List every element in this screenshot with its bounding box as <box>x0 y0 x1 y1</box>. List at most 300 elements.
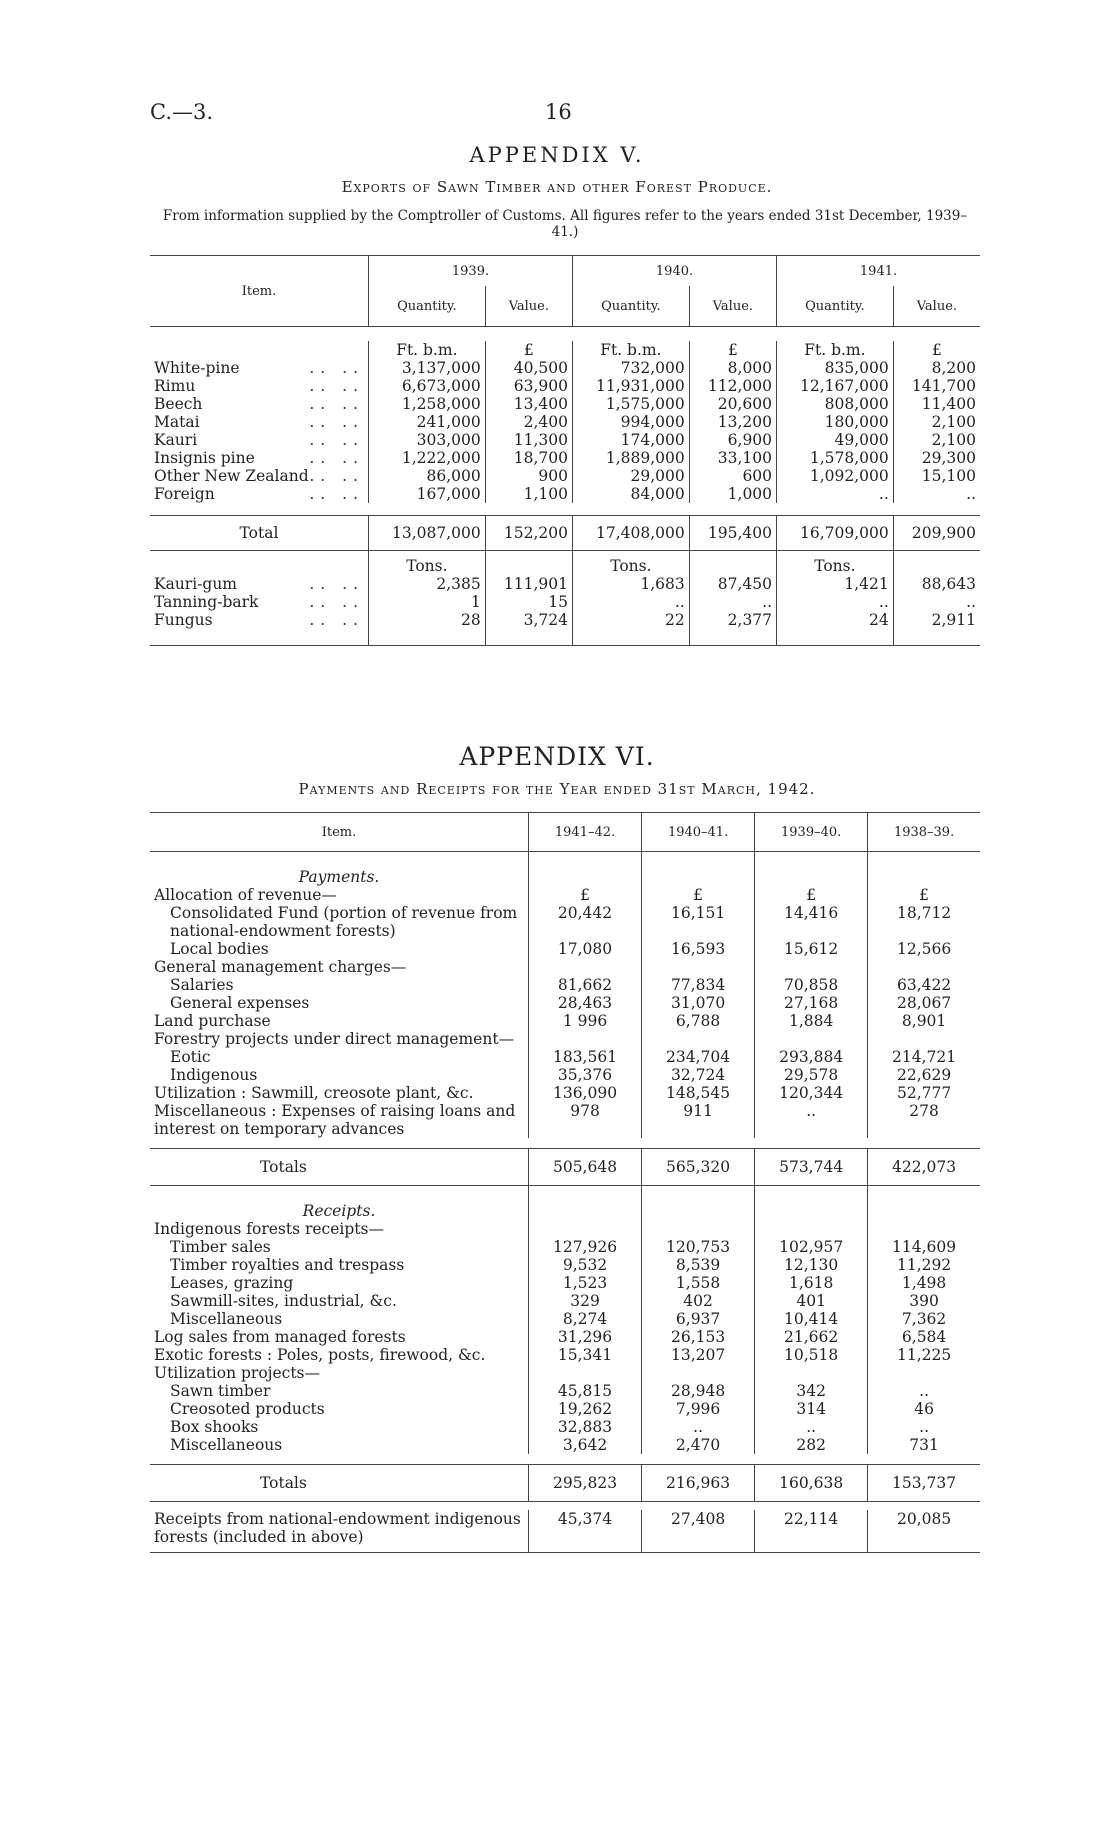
cell-value <box>755 1364 868 1382</box>
cell-value: 21,662 <box>755 1328 868 1346</box>
row-label <box>150 1346 529 1364</box>
cell-value: 20,600 <box>689 395 776 413</box>
table-row <box>150 1310 980 1328</box>
cell-value: 13,400 <box>485 395 572 413</box>
row-label <box>150 1102 529 1138</box>
cell-value: 84,000 <box>573 485 690 503</box>
col-item: Item. <box>321 824 357 840</box>
cell-value: 8,901 <box>868 1012 980 1030</box>
cell-value: 22 <box>573 611 690 646</box>
col-val: Value. <box>893 286 980 327</box>
cell-value: 20,442 <box>529 904 642 940</box>
cell-value: 19,262 <box>529 1400 642 1418</box>
cell-value: 18,712 <box>868 904 980 940</box>
table-row <box>150 395 980 413</box>
cell-value: 600 <box>689 467 776 485</box>
cell-value: 6,788 <box>642 1012 755 1030</box>
cell-value: 11,300 <box>485 431 572 449</box>
unit-label: Ft. b.m. <box>369 341 486 359</box>
payments-totals <box>150 1149 980 1186</box>
row-label <box>150 958 529 976</box>
row-label <box>150 1066 529 1084</box>
col-val: Value. <box>485 286 572 327</box>
cell-value: 732,000 <box>573 359 690 377</box>
receipts-heading-cell: Receipts. <box>302 1202 376 1220</box>
row-label-text: Miscellaneous <box>170 1310 283 1328</box>
cell-value: 3,642 <box>529 1436 642 1454</box>
row-label-text: Utilization : Sawmill, creosote plant, &c. <box>154 1084 474 1102</box>
cell-value: 2,385 <box>369 575 486 593</box>
cell-value: 9,532 <box>529 1256 642 1274</box>
year-col: 1938–39. <box>868 813 980 852</box>
col-item: Item. <box>241 283 277 299</box>
currency-symbol: £ <box>868 886 980 904</box>
row-label <box>150 1084 529 1102</box>
row-label-text: Miscellaneous : Expenses of raising loans and interest on temporary advances <box>154 1102 516 1138</box>
table-row <box>150 1418 980 1436</box>
cell-value: 808,000 <box>777 395 894 413</box>
cell-value: 13,200 <box>689 413 776 431</box>
col-val: Value. <box>689 286 776 327</box>
cell-value: 994,000 <box>573 413 690 431</box>
totals-value: 160,638 <box>755 1465 868 1502</box>
table-row <box>150 575 980 593</box>
row-label <box>150 1238 529 1256</box>
row-label <box>150 1256 529 1274</box>
table-row <box>150 940 980 958</box>
row-item-label: Fungus <box>154 611 213 629</box>
cell-value: 1,421 <box>777 575 894 593</box>
cell-value: 911 <box>642 1102 755 1138</box>
cell-value: 102,957 <box>755 1238 868 1256</box>
cell-value: 1,884 <box>755 1012 868 1030</box>
cell-value <box>529 958 642 976</box>
cell-value: 314 <box>755 1400 868 1418</box>
totals-value: 573,744 <box>755 1149 868 1186</box>
table-row <box>150 1220 980 1238</box>
cell-value: 40,500 <box>485 359 572 377</box>
cell-value: 18,700 <box>485 449 572 467</box>
cell-value: 3,724 <box>485 611 572 646</box>
total-value: 195,400 <box>689 516 776 551</box>
cell-value: 13,207 <box>642 1346 755 1364</box>
cell-value <box>868 1220 980 1238</box>
cell-value: 35,376 <box>529 1066 642 1084</box>
cell-value: 8,539 <box>642 1256 755 1274</box>
total-value: 152,200 <box>485 516 572 551</box>
row-label-text: Indigenous <box>170 1066 258 1084</box>
cell-value <box>642 1364 755 1382</box>
cell-value <box>755 1030 868 1048</box>
cell-value: 1,000 <box>689 485 776 503</box>
total-label <box>150 516 369 551</box>
row-item-label: Tanning-bark <box>154 593 259 611</box>
row-label <box>150 904 529 940</box>
row-item <box>150 449 369 467</box>
cell-value: 1,222,000 <box>369 449 486 467</box>
cell-value: .. <box>893 485 980 503</box>
table-row <box>150 1102 980 1138</box>
table-row <box>150 485 980 503</box>
row-label <box>150 1012 529 1030</box>
cell-value: .. <box>573 593 690 611</box>
cell-value: 7,362 <box>868 1310 980 1328</box>
year-1941: 1941. <box>777 256 980 287</box>
unit-item-cell <box>150 341 369 359</box>
totals-value: 505,648 <box>529 1149 642 1186</box>
payments-heading <box>150 852 980 887</box>
row-item <box>150 377 369 395</box>
cell-value: 978 <box>529 1102 642 1138</box>
table-row <box>150 958 980 976</box>
cell-value: 6,584 <box>868 1328 980 1346</box>
cell-value: 2,100 <box>893 413 980 431</box>
cell-value: 15 <box>485 593 572 611</box>
cell-value <box>868 958 980 976</box>
table-row <box>150 1048 980 1066</box>
cell-value: 303,000 <box>369 431 486 449</box>
col-qty: Quantity. <box>369 286 486 327</box>
cell-value: 63,422 <box>868 976 980 994</box>
cell-value: 1,258,000 <box>369 395 486 413</box>
table-row <box>150 1274 980 1292</box>
cell-value: 87,450 <box>689 575 776 593</box>
cell-value: 1,092,000 <box>777 467 894 485</box>
cell-value: 7,996 <box>642 1400 755 1418</box>
cell-value: 241,000 <box>369 413 486 431</box>
row-item-label: Beech <box>154 395 203 413</box>
leader-dots: .. .. <box>309 575 364 593</box>
cell-value: 11,292 <box>868 1256 980 1274</box>
table-row <box>150 1030 980 1048</box>
spacer-row <box>150 1502 980 1511</box>
cell-value: 11,400 <box>893 395 980 413</box>
year-1940: 1940. <box>573 256 777 287</box>
leader-dots: .. .. <box>309 377 364 395</box>
cell-value: 11,225 <box>868 1346 980 1364</box>
cell-value: 180,000 <box>777 413 894 431</box>
row-label-text: Creosoted products <box>170 1400 325 1418</box>
spacer-row <box>150 1138 980 1149</box>
row-label <box>150 1030 529 1048</box>
cell-value <box>755 958 868 976</box>
currency-row <box>150 886 980 904</box>
cell-value: 15,100 <box>893 467 980 485</box>
row-label-text: Salaries <box>170 976 234 994</box>
cell-value: 16,151 <box>642 904 755 940</box>
cell-value <box>529 1220 642 1238</box>
cell-value: 27,168 <box>755 994 868 1012</box>
cell-value: 1,618 <box>755 1274 868 1292</box>
appendix-6-subtitle: Payments and Receipts for the Year ended 31st March, 1942. <box>298 780 816 798</box>
table-row <box>150 1012 980 1030</box>
cell-value: 14,416 <box>755 904 868 940</box>
cell-value: 70,858 <box>755 976 868 994</box>
table-row <box>150 611 980 646</box>
row-label <box>150 1382 529 1400</box>
cell-value: 114,609 <box>868 1238 980 1256</box>
unit-item-cell <box>150 551 369 576</box>
table-row <box>150 994 980 1012</box>
empty-cell <box>485 551 572 576</box>
cell-value <box>529 1030 642 1048</box>
unit-label: Tons. <box>777 551 894 576</box>
spacer-cell <box>150 503 980 516</box>
unit-label: £ <box>485 341 572 359</box>
col-qty: Quantity. <box>573 286 690 327</box>
payments-heading-cell: Payments. <box>298 868 380 886</box>
row-item <box>150 611 369 646</box>
cell-value: 27,408 <box>642 1510 755 1553</box>
table-row <box>150 1328 980 1346</box>
row-item-label: Foreign <box>154 485 215 503</box>
cell-value: 141,700 <box>893 377 980 395</box>
cell-value: .. <box>868 1418 980 1436</box>
leader-dots: .. .. <box>309 395 364 413</box>
appendix-5-note: From information supplied by the Comptroller of Customs. All figures refer to the years ended 31st December, 1939–41.) <box>162 208 968 240</box>
total-value: 209,900 <box>893 516 980 551</box>
cell-value: 214,721 <box>868 1048 980 1066</box>
cell-value: 52,777 <box>868 1084 980 1102</box>
spacer-row <box>150 503 980 516</box>
receipts-totals-label <box>150 1465 529 1502</box>
payments-totals-label <box>150 1149 529 1186</box>
cell-value: 63,900 <box>485 377 572 395</box>
row-label-text: Miscellaneous <box>170 1436 283 1454</box>
cell-value: 1,575,000 <box>573 395 690 413</box>
table-row <box>150 359 980 377</box>
row-label-text: Timber sales <box>170 1238 271 1256</box>
cell-value: 278 <box>868 1102 980 1138</box>
table-row <box>150 1238 980 1256</box>
cell-value: 835,000 <box>777 359 894 377</box>
cell-value: .. <box>868 1382 980 1400</box>
cell-value: 1,498 <box>868 1274 980 1292</box>
cell-value: .. <box>777 485 894 503</box>
cell-value: 16,593 <box>642 940 755 958</box>
empty-cell <box>755 852 868 887</box>
spacer-row <box>150 327 980 342</box>
cell-value: 731 <box>868 1436 980 1454</box>
cell-value: 26,153 <box>642 1328 755 1346</box>
row-label-text: Timber royalties and trespass <box>170 1256 405 1274</box>
unit-label: Tons. <box>369 551 486 576</box>
cell-value: 1 <box>369 593 486 611</box>
totals-value: 565,320 <box>642 1149 755 1186</box>
row-item <box>150 431 369 449</box>
row-label-text: Forestry projects under direct management— <box>154 1030 515 1048</box>
table-row <box>150 1084 980 1102</box>
empty-cell <box>529 1186 642 1221</box>
row-item-label: Matai <box>154 413 200 431</box>
row-label <box>150 1048 529 1066</box>
exports-table <box>150 255 980 646</box>
totals-value: 295,823 <box>529 1465 642 1502</box>
table-row <box>150 449 980 467</box>
row-label <box>150 1364 529 1382</box>
cell-value: 1,578,000 <box>777 449 894 467</box>
table-row <box>150 593 980 611</box>
leader-dots: .. .. <box>309 485 364 503</box>
row-label-text: Sawmill-sites, industrial, &c. <box>170 1292 397 1310</box>
empty-cell <box>689 551 776 576</box>
row-label <box>150 976 529 994</box>
year-col: 1939–40. <box>755 813 868 852</box>
row-label <box>150 1400 529 1418</box>
row-label-text: Log sales from managed forests <box>154 1328 406 1346</box>
row-item-label: Kauri-gum <box>154 575 238 593</box>
leader-dots: .. .. <box>309 593 364 611</box>
cell-value: 12,130 <box>755 1256 868 1274</box>
year-col: 1940–41. <box>642 813 755 852</box>
cell-value: 12,566 <box>868 940 980 958</box>
cell-value: 86,000 <box>369 467 486 485</box>
empty-cell <box>893 551 980 576</box>
receipts-totals <box>150 1465 980 1502</box>
page-reference: C.—3. <box>150 100 214 124</box>
cell-value: .. <box>893 593 980 611</box>
table-row <box>150 1292 980 1310</box>
currency-symbol: £ <box>529 886 642 904</box>
spacer-row <box>150 1454 980 1465</box>
cell-value: 2,911 <box>893 611 980 646</box>
cell-value: 10,518 <box>755 1346 868 1364</box>
cell-value: 6,937 <box>642 1310 755 1328</box>
table-row <box>150 1346 980 1364</box>
cell-value: 32,724 <box>642 1066 755 1084</box>
cell-value: 1,558 <box>642 1274 755 1292</box>
cell-value: 46 <box>868 1400 980 1418</box>
table-row <box>150 377 980 395</box>
cell-value: 81,662 <box>529 976 642 994</box>
cell-value: 8,000 <box>689 359 776 377</box>
table-row <box>150 413 980 431</box>
cell-value: 174,000 <box>573 431 690 449</box>
cell-value: 3,137,000 <box>369 359 486 377</box>
cell-value: 29,578 <box>755 1066 868 1084</box>
cell-value: 293,884 <box>755 1048 868 1066</box>
col-qty: Quantity. <box>777 286 894 327</box>
totals-value: 422,073 <box>868 1149 980 1186</box>
cell-value: 167,000 <box>369 485 486 503</box>
leader-dots: .. .. <box>309 413 364 431</box>
empty-cell <box>529 852 642 887</box>
spacer-cell <box>150 1138 980 1149</box>
cell-value <box>642 1030 755 1048</box>
cell-value: 8,200 <box>893 359 980 377</box>
table-row <box>150 1256 980 1274</box>
cell-value: 120,344 <box>755 1084 868 1102</box>
cell-value: 1,889,000 <box>573 449 690 467</box>
unit-label: Ft. b.m. <box>777 341 894 359</box>
cell-value: 11,931,000 <box>573 377 690 395</box>
row-item <box>150 413 369 431</box>
cell-value: 29,000 <box>573 467 690 485</box>
unit-row <box>150 341 980 359</box>
cell-value: 17,080 <box>529 940 642 958</box>
year-1939: 1939. <box>369 256 573 287</box>
row-label-text: Leases, grazing <box>170 1274 294 1292</box>
cell-value: 28,067 <box>868 994 980 1012</box>
cell-value <box>755 1220 868 1238</box>
cell-value: 2,377 <box>689 611 776 646</box>
cell-value: 8,274 <box>529 1310 642 1328</box>
cell-value: 2,400 <box>485 413 572 431</box>
cell-value: 31,296 <box>529 1328 642 1346</box>
cell-value: 24 <box>777 611 894 646</box>
row-label <box>150 994 529 1012</box>
cell-value: 15,612 <box>755 940 868 958</box>
cell-value: 45,815 <box>529 1382 642 1400</box>
unit-label: £ <box>893 341 980 359</box>
row-item-label: White-pine <box>154 359 240 377</box>
table-row <box>150 1066 980 1084</box>
cell-value: 2,470 <box>642 1436 755 1454</box>
cell-value: 31,070 <box>642 994 755 1012</box>
table-row <box>150 431 980 449</box>
cell-value: 136,090 <box>529 1084 642 1102</box>
cell-value: 120,753 <box>642 1238 755 1256</box>
cell-value: 402 <box>642 1292 755 1310</box>
row-item-label: Insignis pine <box>154 449 255 467</box>
cell-value: 1,523 <box>529 1274 642 1292</box>
table-row <box>150 1364 980 1382</box>
totals-text: Totals <box>260 1474 307 1492</box>
cell-value: 2,100 <box>893 431 980 449</box>
cell-value: .. <box>755 1418 868 1436</box>
row-item-label: Other New Zealand <box>154 467 309 485</box>
total-row <box>150 516 980 551</box>
cell-value: .. <box>689 593 776 611</box>
totals-text: Totals <box>260 1158 307 1176</box>
payments-receipts-table <box>150 812 980 1553</box>
leader-dots: .. .. <box>309 359 364 377</box>
cell-value: 401 <box>755 1292 868 1310</box>
empty-cell <box>642 1186 755 1221</box>
cell-value: .. <box>755 1102 868 1138</box>
cell-value <box>868 1030 980 1048</box>
cell-value: 282 <box>755 1436 868 1454</box>
row-label-text: Eotic <box>170 1048 211 1066</box>
cell-value: 45,374 <box>529 1510 642 1553</box>
cell-value: 1 996 <box>529 1012 642 1030</box>
row-label <box>150 1292 529 1310</box>
cell-value: 10,414 <box>755 1310 868 1328</box>
cell-value: 49,000 <box>777 431 894 449</box>
unit-label: Ft. b.m. <box>573 341 690 359</box>
row-item <box>150 593 369 611</box>
spacer-cell <box>150 1502 980 1511</box>
table-row <box>150 904 980 940</box>
unit-label: £ <box>689 341 776 359</box>
cell-value: 33,100 <box>689 449 776 467</box>
row-label: Receipts from national-endowment indigenous forests (included in above) <box>154 1510 521 1546</box>
row-item <box>150 359 369 377</box>
row-label <box>150 1310 529 1328</box>
cell-value <box>868 1364 980 1382</box>
row-label-text: Box shooks <box>170 1418 259 1436</box>
row-item <box>150 575 369 593</box>
table-row <box>150 467 980 485</box>
cell-value: .. <box>777 593 894 611</box>
empty-cell <box>642 852 755 887</box>
cell-value: 112,000 <box>689 377 776 395</box>
total-value: 16,709,000 <box>777 516 894 551</box>
cell-value: .. <box>642 1418 755 1436</box>
cell-value: 1,100 <box>485 485 572 503</box>
empty-cell <box>868 852 980 887</box>
table-row <box>150 1400 980 1418</box>
